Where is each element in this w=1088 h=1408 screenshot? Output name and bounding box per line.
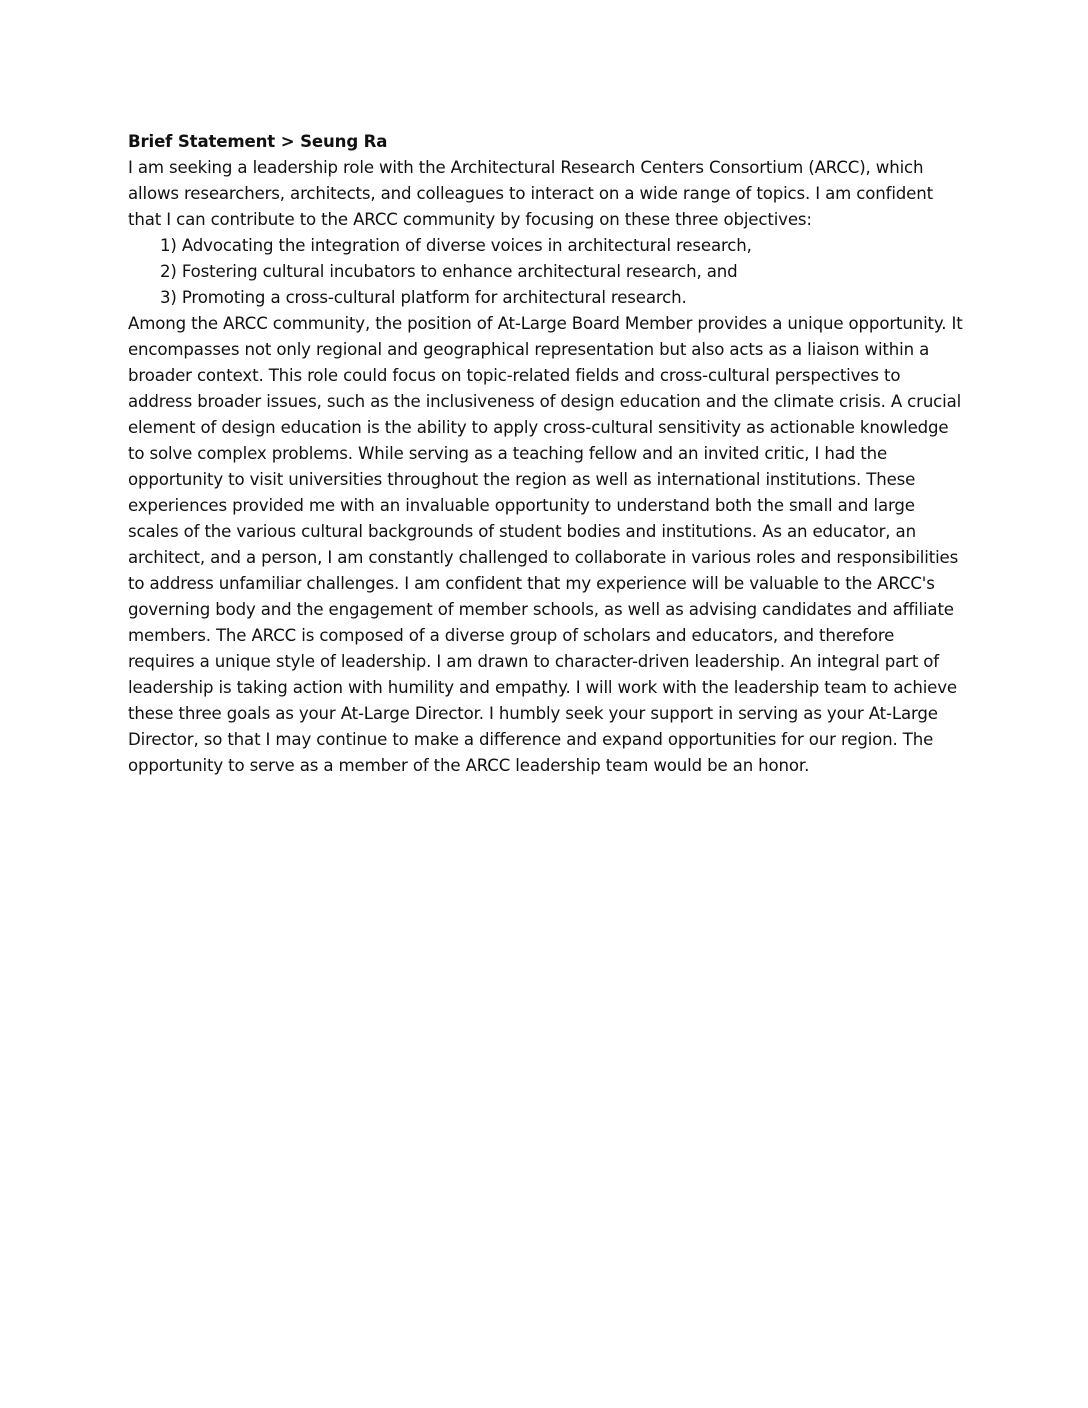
- statement-content: [128, 129, 963, 779]
- body-paragraph: Among the ARCC community, the position of At-Large Board Member provides a unique opportunity. It encompasses not only regional and geographical representation but also acts as a liaison within a broader context. This role could focus on topic-related fields and cross-cultural perspectives to address broader issues, such as the inclusiveness of design education and the climate crisis. A crucial element of design education is the ability to apply cross-cultural sensitivity as actionable knowledge to solve complex problems. While serving as a teaching fellow and an invited critic, I had the opportunity to visit universities throughout the region as well as international institutions. These experiences provided me with an invaluable opportunity to understand both the small and large scales of the various cultural backgrounds of student bodies and institutions. As an educator, an architect, and a person, I am constantly challenged to collaborate in various roles and responsibilities to address unfamiliar challenges. I am confident that my experience will be valuable to the ARCC's governing body and the engagement of member schools, as well as advising candidates and affiliate members. The ARCC is composed of a diverse group of scholars and educators, and therefore requires a unique style of leadership. I am drawn to character-driven leadership. An integral part of leadership is taking action with humility and empathy. I will work with the leadership team to achieve these three goals as your At-Large Director. I humbly seek your support in serving as your At-Large Director, so that I may continue to make a difference and expand opportunities for our region. The opportunity to serve as a member of the ARCC leadership team would be an honor.: [128, 314, 963, 775]
- objectives-list: [128, 233, 963, 311]
- objective-item: 1) Advocating the integration of diverse voices in architectural research,: [160, 236, 752, 255]
- objective-item: 2) Fostering cultural incubators to enhance architectural research, and: [160, 262, 738, 281]
- statement-title: Brief Statement > Seung Ra: [128, 132, 388, 151]
- objective-item: 3) Promoting a cross-cultural platform for architectural research.: [160, 288, 687, 307]
- intro-paragraph: I am seeking a leadership role with the Architectural Research Centers Consortium (ARCC), which allows researchers, architects, and colleagues to interact on a wide range of topics. I am confident that I can contribute to the ARCC community by focusing on these three objectives:: [128, 158, 933, 229]
